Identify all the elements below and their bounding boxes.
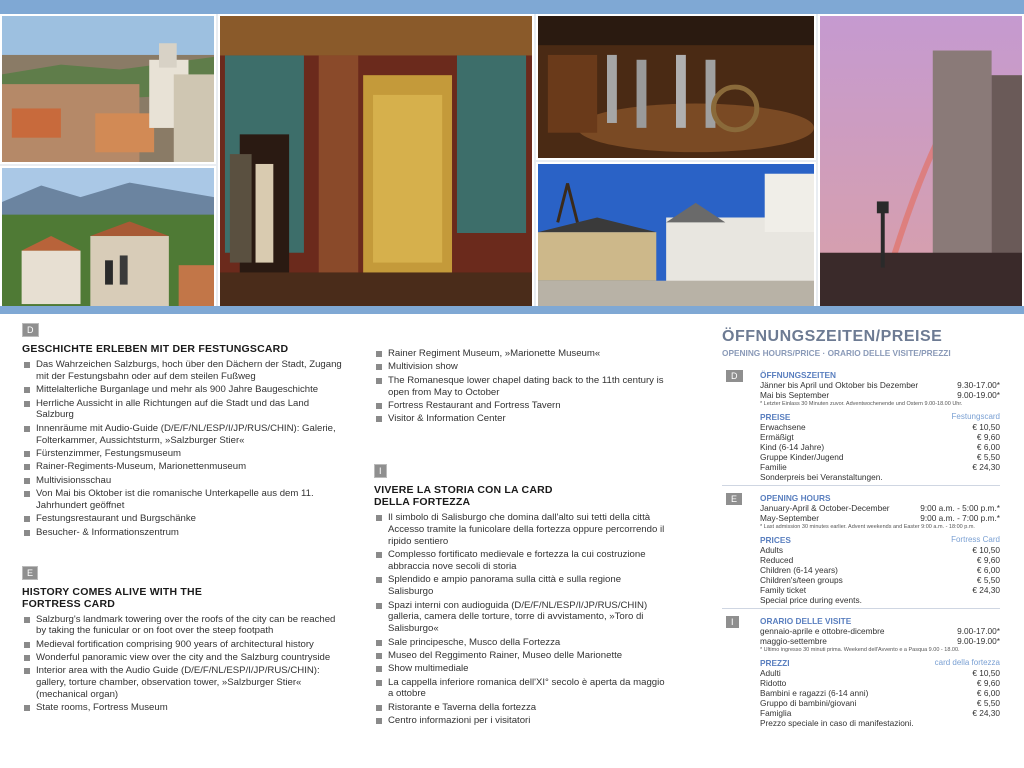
language-badge-en: E bbox=[22, 566, 38, 580]
price-category: Family ticket bbox=[760, 585, 807, 595]
price-category: Ermäßigt bbox=[760, 432, 794, 442]
list-item: Rainer-Regiments-Museum, Marionettenmuseum bbox=[22, 461, 342, 473]
english-section-title: HISTORY COMES ALIVE WITH THE FORTRESS CARD bbox=[22, 585, 203, 610]
language-badge-de: D bbox=[726, 370, 743, 382]
hours-time: 9.00-19.00* bbox=[957, 390, 1000, 400]
language-badge-it: I bbox=[374, 464, 387, 478]
price-value: € 6,00 bbox=[976, 565, 1000, 575]
price-category: Famiglia bbox=[760, 708, 792, 718]
list-item: Multivisionsschau bbox=[22, 475, 342, 487]
hours-row bbox=[760, 513, 1000, 523]
prices-header bbox=[760, 412, 1000, 422]
section-divider-bar bbox=[0, 306, 1024, 314]
price-row bbox=[760, 668, 1000, 678]
list-item: Herrliche Aussicht in alle Richtungen auf die Stadt und das Land Salzburg bbox=[22, 398, 342, 422]
column-prices bbox=[722, 328, 1000, 728]
prices-subtitle: OPENING HOURS/PRICE · ORARIO DELLE VISITE/PREZZI bbox=[722, 348, 951, 358]
prices-heading: PRICES bbox=[760, 535, 791, 545]
price-note-row bbox=[760, 472, 1000, 482]
price-category: Ridotto bbox=[760, 678, 787, 688]
english-feature-list-continued bbox=[374, 348, 668, 425]
list-item: Show multimediale bbox=[374, 663, 668, 675]
price-row bbox=[760, 555, 1000, 565]
list-item: Visitor & Information Center bbox=[374, 413, 668, 425]
card-name: card della fortezza bbox=[934, 658, 1000, 667]
hours-title: ORARIO DELLE VISITE bbox=[760, 616, 852, 626]
list-item: Museo del Reggimento Rainer, Museo delle Marionette bbox=[374, 650, 668, 662]
price-note: Special price during events. bbox=[760, 595, 862, 605]
hours-time: 9:00 a.m. - 5:00 p.m.* bbox=[920, 503, 1000, 513]
price-value: € 24,30 bbox=[972, 462, 1000, 472]
hours-period: gennaio-aprile e ottobre-dicembre bbox=[760, 626, 885, 636]
price-value: € 5,50 bbox=[976, 452, 1000, 462]
list-item: Rainer Regiment Museum, »Marionette Museum« bbox=[374, 348, 668, 360]
prices-heading: PREISE bbox=[760, 412, 791, 422]
prices-block-en bbox=[722, 493, 1000, 605]
list-item: Sale principesche, Musco della Fortezza bbox=[374, 637, 668, 649]
prices-heading: PREZZI bbox=[760, 658, 790, 668]
price-row bbox=[760, 585, 1000, 595]
price-value: € 5,50 bbox=[976, 575, 1000, 585]
price-category: Reduced bbox=[760, 555, 794, 565]
hours-row bbox=[760, 390, 1000, 400]
english-section bbox=[22, 563, 342, 715]
price-row bbox=[760, 565, 1000, 575]
card-name: Festungscard bbox=[951, 412, 1000, 421]
list-item: Spazi interni con audioguida (D/E/F/NL/ESP/I/JP/RUS/CHIN) galleria, camera delle torture, torre di avvistamento, »Toro di Salisburgo« bbox=[374, 600, 668, 635]
column-left bbox=[22, 320, 342, 716]
price-value: € 10,50 bbox=[972, 422, 1000, 432]
golden-room-stove-photo bbox=[218, 14, 534, 308]
list-item: Medieval fortification comprising 900 years of architectural history bbox=[22, 639, 342, 651]
price-row bbox=[760, 708, 1000, 718]
museum-armour-photo bbox=[536, 14, 816, 160]
language-badge-de: D bbox=[22, 323, 39, 337]
english-feature-list bbox=[22, 614, 342, 715]
list-item: Ristorante e Taverna della fortezza bbox=[374, 702, 668, 714]
list-item: Das Wahrzeichen Salzburgs, hoch über den Dächern der Stadt, Zugang mit der Festungsbahn oder auf dem steilen Fußweg bbox=[22, 359, 342, 383]
list-item: Splendido e ampio panorama sulla città e sulla regione Salisburgo bbox=[374, 574, 668, 598]
list-item: Innenräume mit Audio-Guide (D/E/F/NL/ESP/I/JP/RUS/CHIN): Galerie, Folterkammer, Aussichtsturm, »Salzburger Stier« bbox=[22, 423, 342, 447]
hours-period: January-April & October-December bbox=[760, 503, 890, 513]
hours-time: 9.00-19.00* bbox=[957, 636, 1000, 646]
price-row bbox=[760, 698, 1000, 708]
list-item: Mittelalterliche Burganlage und mehr als 900 Jahre Baugeschichte bbox=[22, 384, 342, 396]
price-category: Kind (6-14 Jahre) bbox=[760, 442, 825, 452]
list-item: Il simbolo di Salisburgo che domina dall'alto sui tetti della città Accesso tramite la funicolare della fortezza oppure percorrendo il ripido sentiero bbox=[374, 512, 668, 547]
list-item: La cappella inferiore romanica dell'XI° secolo è aperta da maggio a ottobre bbox=[374, 677, 668, 701]
price-value: € 6,00 bbox=[976, 688, 1000, 698]
price-value: € 6,00 bbox=[976, 442, 1000, 452]
prices-block-de bbox=[722, 370, 1000, 482]
hours-period: Mai bis September bbox=[760, 390, 830, 400]
price-value: € 9,60 bbox=[976, 555, 1000, 565]
prices-block-it bbox=[722, 616, 1000, 728]
hours-time: 9:00 a.m. - 7:00 p.m.* bbox=[920, 513, 1000, 523]
hours-note: * Ultimo ingresso 30 minuti prima. Weekend dell'Avvento e a Pasqua 9.00 - 18.00. bbox=[760, 647, 960, 653]
column-middle bbox=[374, 348, 668, 729]
price-note-row bbox=[760, 718, 1000, 728]
block-separator bbox=[722, 485, 1000, 486]
german-feature-list bbox=[22, 359, 342, 539]
italian-section bbox=[374, 461, 668, 727]
price-category: Gruppe Kinder/Jugend bbox=[760, 452, 844, 462]
hours-note: * Last admission 30 minutes earlier. Advent weekends and Easter 9:00 a.m. - 18:00 p.m. bbox=[760, 524, 975, 530]
prices-title: ÖFFNUNGSZEITEN/PREISE bbox=[722, 328, 943, 345]
price-category: Erwachsene bbox=[760, 422, 806, 432]
price-value: € 10,50 bbox=[972, 668, 1000, 678]
list-item: Festungsrestaurant und Burgschänke bbox=[22, 513, 342, 525]
hours-period: maggio-settembre bbox=[760, 636, 827, 646]
price-category: Familie bbox=[760, 462, 787, 472]
list-item: Wonderful panoramic view over the city and the Salzburg countryside bbox=[22, 652, 342, 664]
list-item: State rooms, Fortress Museum bbox=[22, 702, 342, 714]
photo-strip bbox=[0, 14, 1024, 308]
price-category: Children (6-14 years) bbox=[760, 565, 838, 575]
hours-time: 9.00-17.00* bbox=[957, 626, 1000, 636]
price-category: Gruppo di bambini/giovani bbox=[760, 698, 857, 708]
list-item: Salzburg's landmark towering over the roofs of the city can be reached by taking the funicular or on foot over the steep footpath bbox=[22, 614, 342, 638]
price-value: € 9,60 bbox=[976, 678, 1000, 688]
hours-row bbox=[760, 626, 1000, 636]
italian-section-title: VIVERE LA STORIA CON LA CARD DELLA FORTEZZA bbox=[374, 484, 553, 509]
hours-row bbox=[760, 380, 1000, 390]
italian-feature-list bbox=[374, 512, 668, 727]
list-item: Fürstenzimmer, Festungsmuseum bbox=[22, 448, 342, 460]
card-name: Fortress Card bbox=[951, 535, 1000, 544]
price-row bbox=[760, 678, 1000, 688]
price-row bbox=[760, 545, 1000, 555]
hours-row bbox=[760, 636, 1000, 646]
hours-time: 9.30-17.00* bbox=[957, 380, 1000, 390]
hours-title: OPENING HOURS bbox=[760, 493, 831, 503]
price-value: € 9,60 bbox=[976, 432, 1000, 442]
price-row bbox=[760, 575, 1000, 585]
german-section bbox=[22, 320, 342, 539]
block-separator bbox=[722, 608, 1000, 609]
price-value: € 24,30 bbox=[972, 585, 1000, 595]
price-note: Sonderpreis bei Veranstaltungen. bbox=[760, 472, 883, 482]
list-item: The Romanesque lower chapel dating back to the 11th century is open from May to October bbox=[374, 375, 668, 399]
hours-row bbox=[760, 503, 1000, 513]
fortress-courtyard-photo bbox=[536, 162, 816, 308]
price-category: Bambini e ragazzi (6-14 anni) bbox=[760, 688, 869, 698]
list-item: Fortress Restaurant and Fortress Tavern bbox=[374, 400, 668, 412]
german-section-title: GESCHICHTE ERLEBEN MIT DER FESTUNGSCARD bbox=[22, 343, 289, 355]
price-row bbox=[760, 688, 1000, 698]
hours-period: May-September bbox=[760, 513, 820, 523]
price-note: Prezzo speciale in caso di manifestazioni. bbox=[760, 718, 914, 728]
price-value: € 24,30 bbox=[972, 708, 1000, 718]
prices-header bbox=[760, 658, 1000, 668]
hours-period: Jänner bis April und Oktober bis Dezember bbox=[760, 380, 919, 390]
salzburg-city-view-photo bbox=[0, 14, 216, 164]
list-item: Von Mai bis Oktober ist die romanische Unterkapelle aus dem 11. Jahrhundert geöffnet bbox=[22, 488, 342, 512]
price-category: Adulti bbox=[760, 668, 781, 678]
price-row bbox=[760, 452, 1000, 462]
price-row bbox=[760, 422, 1000, 432]
price-value: € 5,50 bbox=[976, 698, 1000, 708]
language-badge-it: I bbox=[726, 616, 739, 628]
language-badge-en: E bbox=[726, 493, 742, 505]
list-item: Centro informazioni per i visitatori bbox=[374, 715, 668, 727]
list-item: Besucher- & Informationszentrum bbox=[22, 527, 342, 539]
prices-header bbox=[760, 535, 1000, 545]
price-note-row bbox=[760, 595, 1000, 605]
list-item: Multivision show bbox=[374, 361, 668, 373]
countryside-view-photo bbox=[0, 166, 216, 308]
list-item: Interior area with the Audio Guide (D/E/F/NL/ESP/I/JP/RUS/CHIN): gallery, torture chamber, observation tower, »Salzburger Stier« (mechanical organ) bbox=[22, 665, 342, 700]
price-row bbox=[760, 442, 1000, 452]
price-row bbox=[760, 432, 1000, 442]
hours-title: ÖFFNUNGSZEITEN bbox=[760, 370, 837, 380]
price-category: Adults bbox=[760, 545, 784, 555]
price-category: Children's/teen groups bbox=[760, 575, 843, 585]
tower-rainbow-photo bbox=[818, 14, 1024, 308]
hours-note: * Letzter Einlass 30 Minuten zuvor. Adventwochenende und Ostern 9.00-18.00 Uhr. bbox=[760, 401, 963, 407]
price-value: € 10,50 bbox=[972, 545, 1000, 555]
list-item: Complesso fortificato medievale e fortezza la cui costruzione abbraccia nove secoli di storia bbox=[374, 549, 668, 573]
price-row bbox=[760, 462, 1000, 472]
